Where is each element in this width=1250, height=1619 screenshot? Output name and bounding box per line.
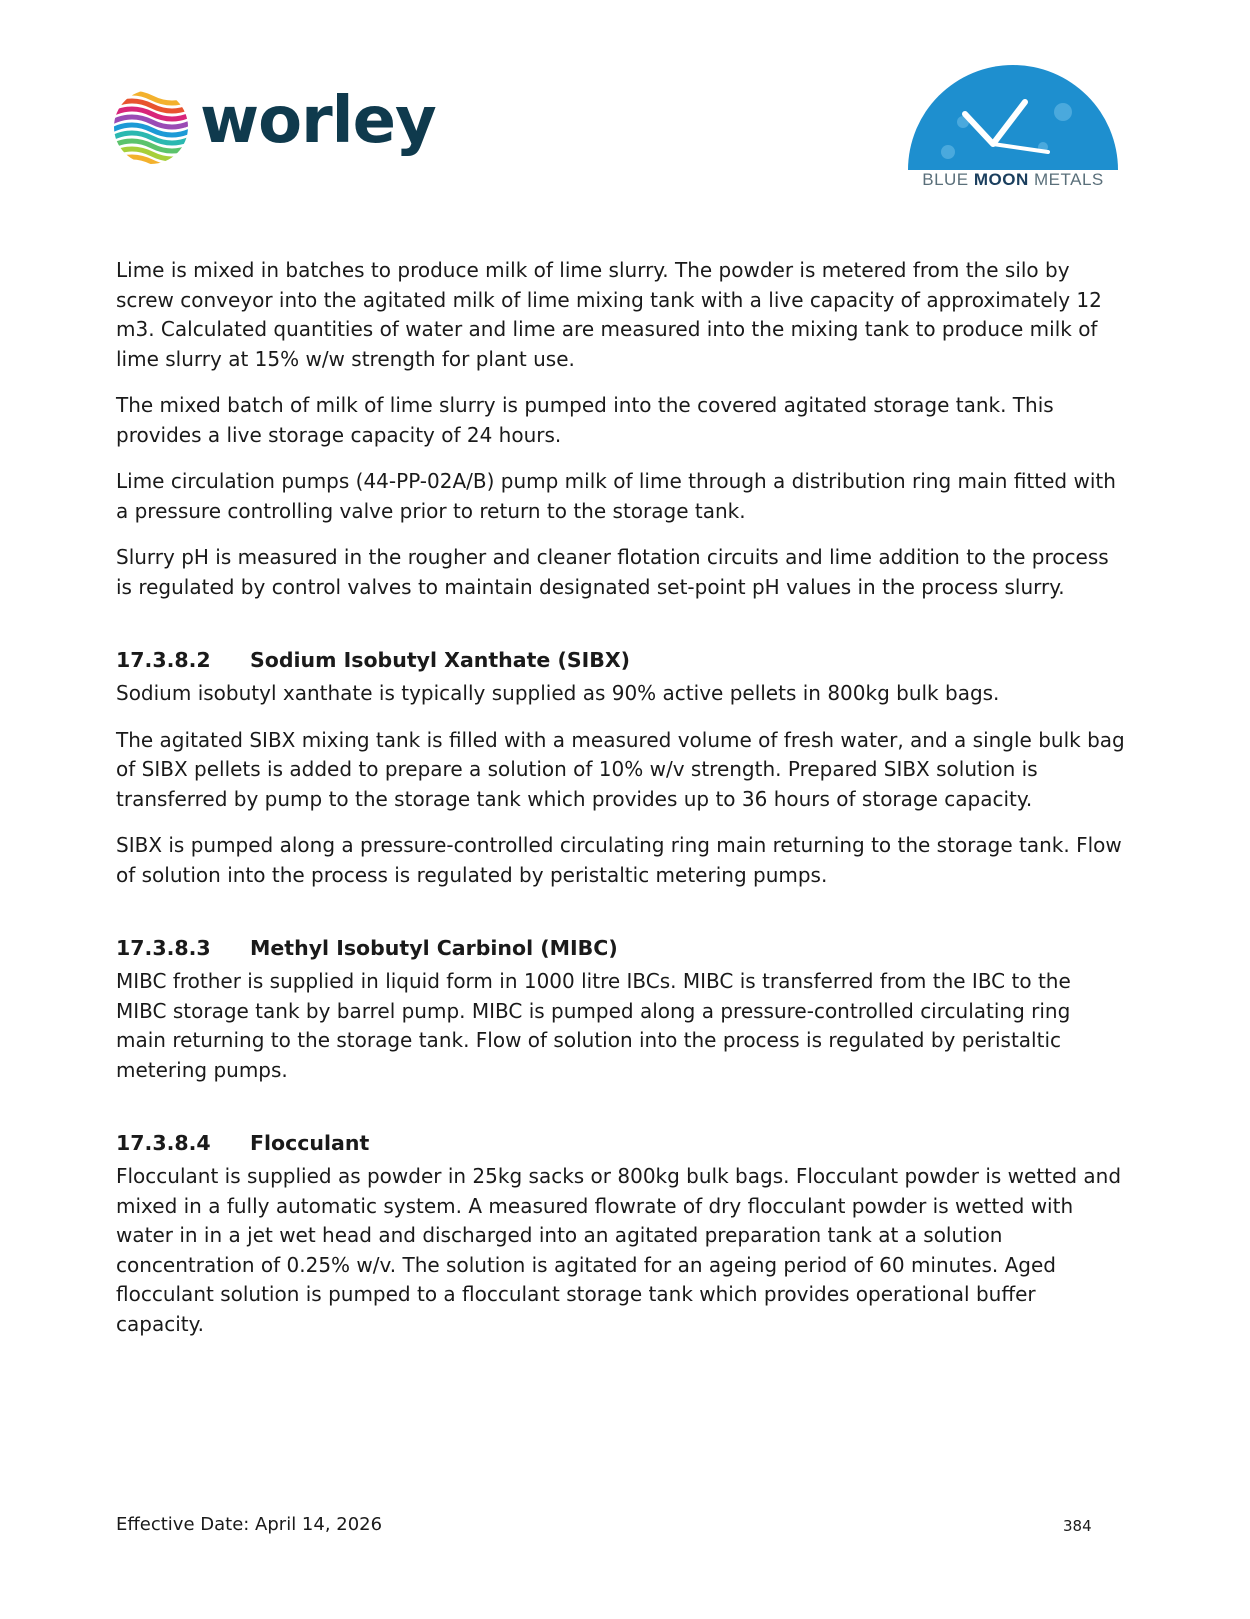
section-heading-sibx bbox=[116, 646, 1126, 675]
paragraph-sibx-pumping: SIBX is pumped along a pressure-controlled circulating ring main returning to the storage tank. Flow of solution into the process is regulated by peristaltic metering pumps. bbox=[116, 833, 1122, 887]
paragraph-mibc: MIBC frother is supplied in liquid form in 1000 litre IBCs. MIBC is transferred from the IBC to the MIBC storage tank by barrel pump. MIBC is pumped along a pressure-controlled circulating ring main returning to the storage tank. Flow of solution into the process is regulated by peristaltic metering pumps. bbox=[116, 969, 1071, 1082]
paragraph-lime-mixing: Lime is mixed in batches to produce milk of lime slurry. The powder is metered from the silo by screw conveyor into the agitated milk of lime mixing tank with a live capacity of approximately 12 m3. Calculated quantities of water and lime are measured into the mixing tank to produce milk of lime slurry at 15% w/w strength for plant use. bbox=[116, 258, 1102, 371]
section-title: Flocculant bbox=[250, 1131, 370, 1155]
paragraph-lime-circulation: Lime circulation pumps (44-PP-02A/B) pump milk of lime through a distribution ring main fitted with a pressure controlling valve prior to return to the storage tank. bbox=[116, 469, 1116, 523]
section-number: 17.3.8.4 bbox=[116, 1131, 211, 1155]
worley-swirl-icon bbox=[112, 88, 190, 166]
section-number: 17.3.8.2 bbox=[116, 648, 211, 672]
section-heading-flocculant bbox=[116, 1129, 1126, 1158]
footer-page-number: 384 bbox=[1063, 1517, 1092, 1535]
paragraph-sibx-supply: Sodium isobutyl xanthate is typically supplied as 90% active pellets in 800kg bulk bags. bbox=[116, 681, 1000, 705]
bmm-text-moon: MOON bbox=[973, 170, 1029, 189]
blue-moon-metals-logo bbox=[903, 62, 1123, 192]
worley-logo bbox=[112, 84, 436, 166]
paragraph-flocculant: Flocculant is supplied as powder in 25kg sacks or 800kg bulk bags. Flocculant powder is wetted and mixed in a fully automatic system. A measured flowrate of dry flocculant powder is wetted with water in in a jet wet head and discharged into an agitated preparation tank at a solution concentration of 0.25% w/v. The solution is agitated for an ageing period of 60 minutes. Aged flocculant solution is pumped to a flocculant storage tank which provides operational buffer capacity. bbox=[116, 1164, 1122, 1336]
document-body bbox=[116, 256, 1126, 1356]
blue-moon-metals-wordmark bbox=[903, 170, 1123, 190]
paragraph-slurry-ph: Slurry pH is measured in the rougher and cleaner flotation circuits and lime addition to the process is regulated by control valves to maintain designated set-point pH values in the process slurry. bbox=[116, 545, 1109, 599]
worley-wordmark: worley bbox=[200, 84, 436, 158]
section-number: 17.3.8.3 bbox=[116, 936, 211, 960]
moon-emblem-icon bbox=[903, 62, 1123, 172]
section-title: Sodium Isobutyl Xanthate (SIBX) bbox=[250, 648, 631, 672]
bmm-text-blue: BLUE bbox=[922, 170, 974, 189]
section-heading-mibc bbox=[116, 934, 1126, 963]
section-title: Methyl Isobutyl Carbinol (MIBC) bbox=[250, 936, 618, 960]
footer-effective-date: Effective Date: April 14, 2026 bbox=[116, 1514, 383, 1535]
paragraph-lime-storage: The mixed batch of milk of lime slurry is pumped into the covered agitated storage tank. This provides a live storage capacity of 24 hours. bbox=[116, 393, 1054, 447]
paragraph-sibx-mixing: The agitated SIBX mixing tank is filled with a measured volume of fresh water, and a single bulk bag of SIBX pellets is added to prepare a solution of 10% w/v strength. Prepared SIBX solution is transferred by pump to the storage tank which provides up to 36 hours of storage capacity. bbox=[116, 727, 1125, 811]
bmm-text-metals: METALS bbox=[1028, 170, 1104, 189]
